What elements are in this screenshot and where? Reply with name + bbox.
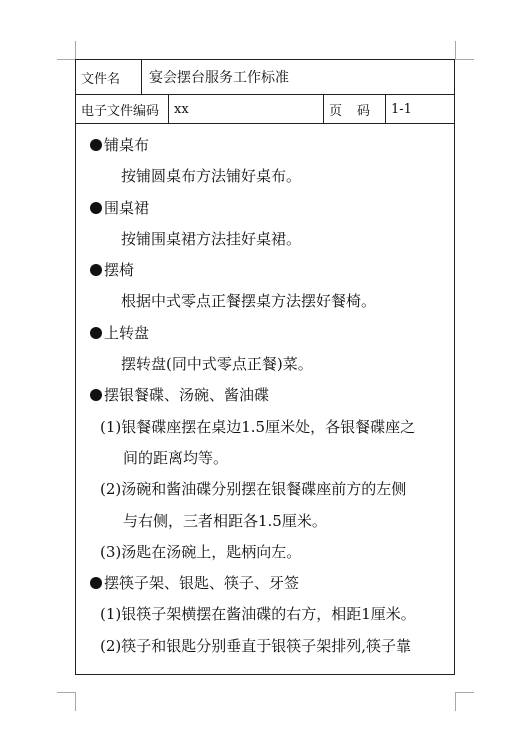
list-item-line: (3)汤匙在汤碗上，匙柄向左。 [100,542,302,561]
list-item-line: (2)筷子和银匙分别垂直于银筷子架排列,筷子靠 [100,636,412,655]
bullet-icon [90,202,102,214]
document-frame [75,59,455,675]
crop-mark-bottom-left [57,692,76,711]
section-heading [76,318,454,349]
file-name-value: 宴会摆台服务工作标准 [141,60,454,94]
file-name-label: 文件名 [81,71,121,87]
paragraph-line: 按铺围桌裙方法挂好桌裙。 [121,229,302,248]
section-heading [76,130,454,161]
document-body [76,124,454,662]
list-item-continuation: 与右侧，三者相距各1.5厘米。 [123,511,327,530]
section-heading-text: 摆椅 [104,261,135,280]
section-heading-text: 围桌裙 [104,198,150,217]
section-heading [76,193,454,224]
list-item-line: (1)银餐碟座摆在桌边1.5厘米处，各银餐碟座之 [100,417,416,436]
bullet-icon [90,327,102,339]
bullet-icon [90,389,102,401]
header-row-meta [76,95,454,124]
bullet-icon [90,139,102,151]
header-row-file [76,60,454,95]
section-heading-text: 摆银餐碟、汤碗、酱油碟 [104,386,270,405]
section-heading-text: 摆筷子架、银匙、筷子、牙签 [104,574,300,593]
bullet-icon [90,264,102,276]
crop-mark-bottom-right [455,692,474,711]
section-heading-text: 铺桌布 [104,136,150,154]
paragraph-line: 根据中式零点正餐摆桌方法摆好餐椅。 [121,292,377,311]
section-heading-text: 上转盘 [104,323,150,342]
page-value: 1-1 [385,95,454,123]
code-value: xx [168,95,323,123]
bullet-icon [90,577,102,589]
paragraph-line: 按铺圆桌布方法铺好桌布。 [121,167,302,186]
paragraph-line: 摆转盘(同中式零点正餐)菜。 [121,355,313,374]
page-label: 页 码 [323,95,385,123]
section-heading [76,380,454,411]
list-item-line: (2)汤碗和酱油碟分别摆在银餐碟座前方的左侧 [100,480,407,499]
section-heading [76,568,454,599]
code-label: 电子文件编码 [81,103,160,119]
crop-mark-top-right [455,41,474,60]
crop-mark-top-left [57,41,76,60]
list-item-line: (1)银筷子架横摆在酱油碟的右方，相距1厘米。 [100,605,416,624]
list-item-continuation: 间的距离均等。 [123,448,229,467]
section-heading [76,255,454,286]
